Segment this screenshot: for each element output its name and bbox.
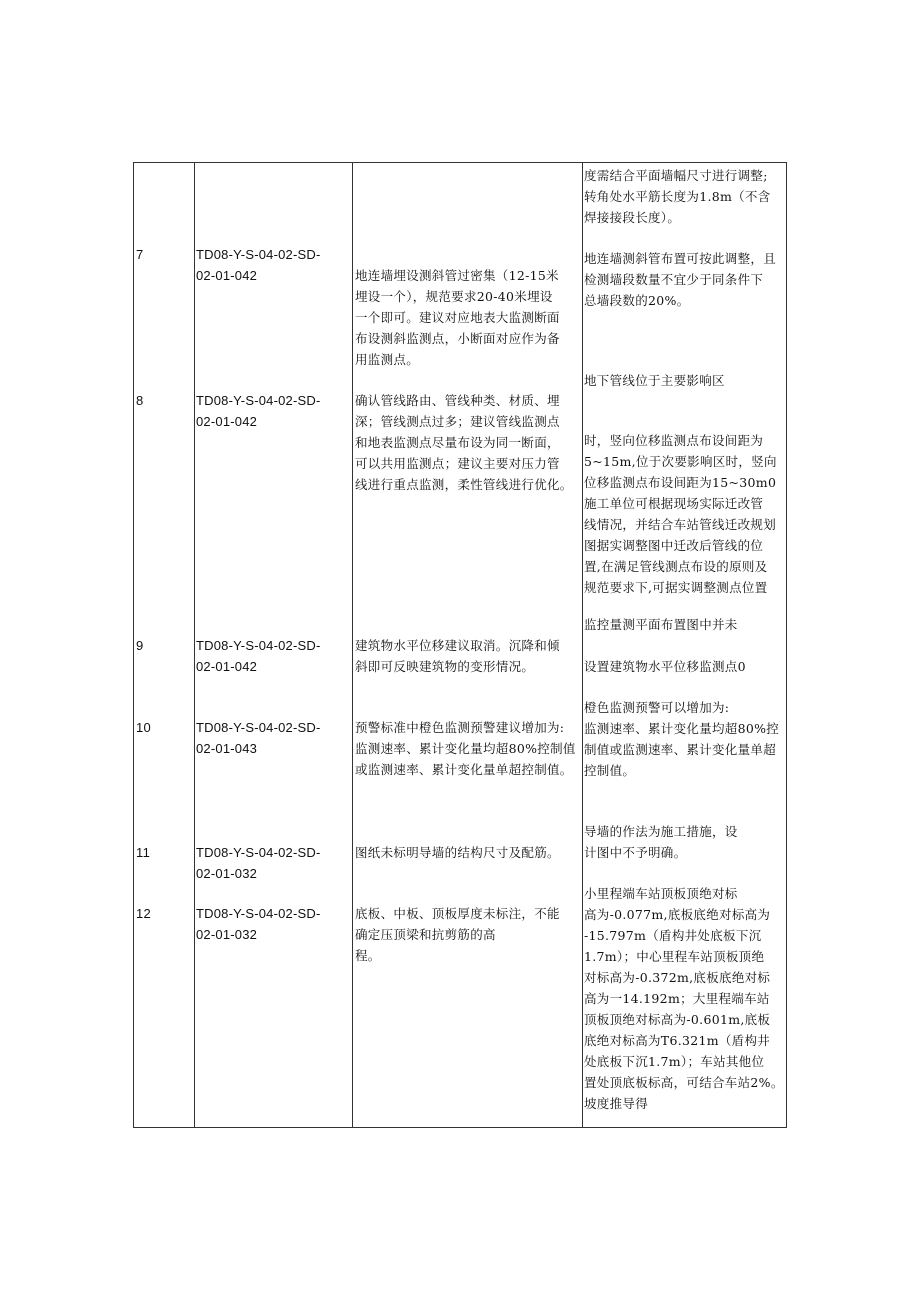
row-number: 9: [136, 638, 144, 653]
reply-line: 地连墙测斜管布置可按此调整，且: [584, 251, 777, 266]
reply-line: 位移监测点布设间距为15~30m0: [584, 475, 777, 490]
comment-line: 可以共用监测点；建议主要对压力管: [355, 456, 560, 471]
comment-line: 底板、中板、顶板厚度未标注，不能: [355, 906, 560, 921]
reply-line: 处底板下沉1.7m）；车站其他位: [584, 1054, 765, 1069]
row-number: 7: [136, 247, 144, 262]
comment-line: 地连墙埋设测斜管过密集（12-15米: [355, 268, 559, 283]
reply-line: 转角处水平筋长度为1.8m（不含: [584, 189, 771, 204]
reply-line: 底绝对标高为T6.321m（盾构井: [584, 1033, 771, 1048]
drawing-code: TD08-Y-S-04-02-SD-: [196, 720, 321, 735]
column-divider: [352, 163, 353, 1127]
comment-line: 布设测斜监测点，小断面对应作为备: [355, 331, 560, 346]
drawing-code: TD08-Y-S-04-02-SD-: [196, 247, 321, 262]
drawing-code: TD08-Y-S-04-02-SD-: [196, 906, 321, 921]
comment-line: 确认管线路由、管线种类、材质、埋: [355, 393, 560, 408]
reply-line: 导墙的作法为施工措施，设: [584, 824, 738, 839]
reply-line: 线情况，并结合车站管线迁改规划: [584, 517, 777, 532]
reply-line: 高为一14.192m；大里程端车站: [584, 991, 770, 1006]
drawing-code: TD08-Y-S-04-02-SD-: [196, 393, 321, 408]
reply-line: 顶板顶绝对标高为-0.601m,底板: [584, 1012, 771, 1027]
comment-line: 确定压顶梁和抗剪筋的高: [355, 927, 496, 942]
comment-line: 线进行重点监测，柔性管线进行优化。: [355, 477, 573, 492]
reply-line: 规范要求下,可据实调整测点位置: [584, 580, 768, 595]
comment-line: 建筑物水平位移建议取消。沉降和倾: [355, 638, 560, 653]
reply-line: 焊接接段长度）。: [584, 210, 681, 225]
drawing-code: 02-01-032: [196, 866, 258, 881]
drawing-code: 02-01-042: [196, 659, 258, 674]
reply-line: 控制值。: [584, 763, 636, 778]
reply-line: 橙色监测预警可以增加为:: [584, 700, 730, 715]
comment-line: 埋设一个），规范要求20-40米埋设: [355, 289, 553, 304]
reply-line: 施工单位可根据现场实际迁改管: [584, 496, 764, 511]
reply-line: 度需结合平面墙幅尺寸进行调整;: [584, 168, 768, 183]
comment-line: 斜即可反映建筑物的变形情况。: [355, 659, 535, 674]
drawing-code: TD08-Y-S-04-02-SD-: [196, 638, 321, 653]
reply-line: 5~15m,位于次要影响区时，竖向: [584, 454, 777, 469]
comment-line: 或监测速率、累计变化量单超控制值。: [355, 762, 573, 777]
comment-line: 一个即可。建议对应地表大监测断面: [355, 310, 560, 325]
reply-line: 图据实调整图中迁改后管线的位: [584, 538, 764, 553]
drawing-code: TD08-Y-S-04-02-SD-: [196, 845, 321, 860]
drawing-code: 02-01-042: [196, 268, 258, 283]
reply-line: 地下管线位于主要影响区: [584, 373, 725, 388]
column-divider: [582, 163, 583, 1127]
reply-line: -15.797m（盾构井处底板下沉: [584, 928, 762, 943]
comment-line: 深；管线测点过多；建议管线监测点: [355, 414, 560, 429]
drawing-code: 02-01-043: [196, 741, 258, 756]
reply-line: 高为-0.077m,底板底绝对标高为: [584, 907, 771, 922]
comment-line: 用监测点。: [355, 352, 420, 367]
drawing-code: 02-01-032: [196, 927, 258, 942]
comment-line: 监测速率、累计变化量均超80%控制值: [355, 741, 576, 756]
reply-line: 小里程端车站顶板顶绝对标: [584, 886, 738, 901]
row-number: 12: [136, 906, 152, 921]
comment-line: 程。: [355, 948, 381, 963]
reply-line: 设置建筑物水平位移监测点0: [584, 659, 746, 674]
drawing-code: 02-01-042: [196, 414, 258, 429]
comment-line: 预警标准中橙色监测预警建议增加为:: [355, 720, 565, 735]
reply-line: 1.7m）；中心里程车站顶板顶绝: [584, 949, 765, 964]
reply-line: 对标高为-0.372m,底板底绝对标: [584, 970, 771, 985]
reply-line: 总墙段数的20%。: [584, 293, 690, 308]
reply-line: 计图中不予明确。: [584, 845, 687, 860]
reply-line: 监测速率、累计变化量均超80%控: [584, 721, 780, 736]
column-divider: [194, 163, 195, 1127]
reply-line: 坡度推导得: [584, 1096, 649, 1111]
row-number: 10: [136, 720, 152, 735]
reply-line: 置处顶底板标高，可结合车站2%。: [584, 1075, 784, 1090]
reply-line: 置,在满足管线测点布设的原则及: [584, 559, 768, 574]
row-number: 8: [136, 393, 144, 408]
comment-line: 和地表监测点尽量布设为同一断面，: [355, 435, 560, 450]
reply-line: 时，竖向位移监测点布设间距为: [584, 433, 764, 448]
reply-line: 制值或监测速率、累计变化量单超: [584, 742, 777, 757]
row-number: 11: [136, 845, 151, 860]
comment-line: 图纸未标明导墙的结构尺寸及配筋。: [355, 845, 560, 860]
reply-line: 监控量测平面布置图中并未: [584, 617, 738, 632]
reply-line: 检测墙段数量不宜少于同条件下: [584, 272, 764, 287]
